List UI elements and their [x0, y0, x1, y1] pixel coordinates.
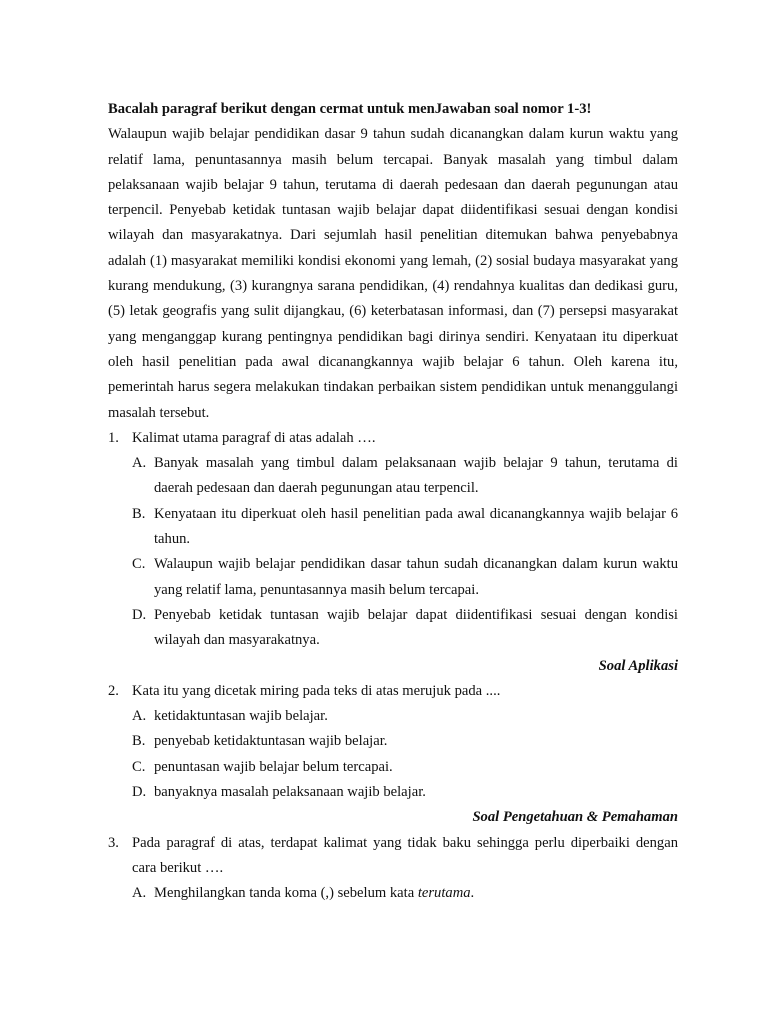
document-page: [108, 97, 678, 907]
option-c: [108, 552, 678, 603]
question-number: 3.: [108, 834, 119, 851]
question-1-options: [108, 451, 678, 653]
option-a: [108, 881, 678, 906]
option-text-after: .: [470, 885, 475, 902]
option-a: [108, 704, 678, 729]
option-letter: A.: [132, 455, 147, 472]
option-letter: C.: [132, 758, 146, 775]
question-3: [108, 831, 678, 882]
option-letter: D.: [132, 606, 147, 623]
option-b: [108, 502, 678, 553]
option-text: Penyebab ketidak tuntasan wajib belajar dapat diidentifikasi sesuai dengan kondisi wilayah dan masyarakatnya.: [154, 606, 678, 649]
option-a: [108, 451, 678, 502]
option-text: Walaupun wajib belajar pendidikan dasar tahun sudah dicanangkan dalam kurun waktu yang relatif lama, penuntasannya masih belum tercapai.: [154, 556, 678, 598]
option-d: [108, 603, 678, 654]
option-text: ketidaktuntasan wajib belajar.: [154, 708, 328, 725]
question-1: [108, 426, 678, 451]
option-b: [108, 729, 678, 754]
question-3-options: [108, 881, 678, 906]
option-letter: C.: [132, 556, 146, 573]
question-2-options: [108, 704, 678, 805]
option-text: Banyak masalah yang timbul dalam pelaksanaan wajib belajar 9 tahun, terutama di daerah pedesaan dan daerah pegunungan atau terpencil.: [154, 455, 678, 497]
question-text: Kalimat utama paragraf di atas adalah ….: [132, 429, 376, 446]
option-italic-term: terutama: [417, 885, 471, 902]
question-text: Kata itu yang dicetak miring pada teks di atas merujuk pada ....: [132, 682, 501, 699]
reading-passage: Walaupun wajib belajar pendidikan dasar 9 tahun sudah dicanangkan dalam kurun waktu yang relatif lama, penuntasannya masih belum tercapai. Banyak masalah yang timbul dalam pelaksanaan wajib belajar 9 tahun, terutama di daerah pedesaan dan daerah pegunungan atau terpencil. Penyebab ketidak tuntasan wajib belajar dapat diidentifikasi sesuai dengan kondisi wilayah dan masyarakatnya. Dari sejumlah hasil penelitian ditemukan bahwa penyebabnya adalah (1) masyarakat memiliki kondisi ekonomi yang lemah, (2) sosial budaya masyarakat yang kurang mendukung, (3) kurangnya sarana pendidikan, (4) rendahnya kualitas dan dedikasi guru, (5) letak geografis yang sulit dijangkau, (6) keterbatasan informasi, dan (7) persepsi masyarakat yang menganggap kurang pentingnya pendidikan bagi dirinya sendiri. Kenyataan itu diperkuat oleh hasil penelitian pada awal dicanangkannya wajib belajar 6 tahun. Oleh karena itu, pemerintah harus segera melakukan tindakan perbaikan sistem pendidikan untuk menanggulangi masalah tersebut.: [108, 126, 678, 421]
option-text: banyaknya masalah pelaksanaan wajib belajar.: [154, 784, 426, 801]
section-label: Soal Aplikasi: [598, 657, 678, 674]
option-letter: B.: [132, 505, 146, 522]
question-2: [108, 679, 678, 704]
option-letter: A.: [132, 885, 147, 902]
option-letter: D.: [132, 784, 147, 801]
question-number: 2.: [108, 682, 119, 699]
option-letter: B.: [132, 733, 146, 750]
option-letter: A.: [132, 708, 147, 725]
option-text: Kenyataan itu diperkuat oleh hasil penelitian pada awal dicanangkannya wajib belajar 6 tahun.: [154, 505, 678, 548]
option-text-before: Menghilangkan tanda koma (,) sebelum kata: [154, 885, 418, 902]
option-text: penuntasan wajib belajar belum tercapai.: [154, 758, 393, 775]
question-text: Pada paragraf di atas, terdapat kalimat yang tidak baku sehingga perlu diperbaiki dengan cara berikut ….: [132, 834, 678, 876]
instruction-heading: Bacalah paragraf berikut dengan cermat untuk menJawaban soal nomor 1-3!: [108, 101, 592, 117]
question-number: 1.: [108, 429, 119, 446]
option-d: [108, 780, 678, 805]
section-label: Soal Pengetahuan & Pemahaman: [472, 809, 678, 826]
option-c: [108, 755, 678, 780]
option-text: penyebab ketidaktuntasan wajib belajar.: [154, 733, 388, 750]
